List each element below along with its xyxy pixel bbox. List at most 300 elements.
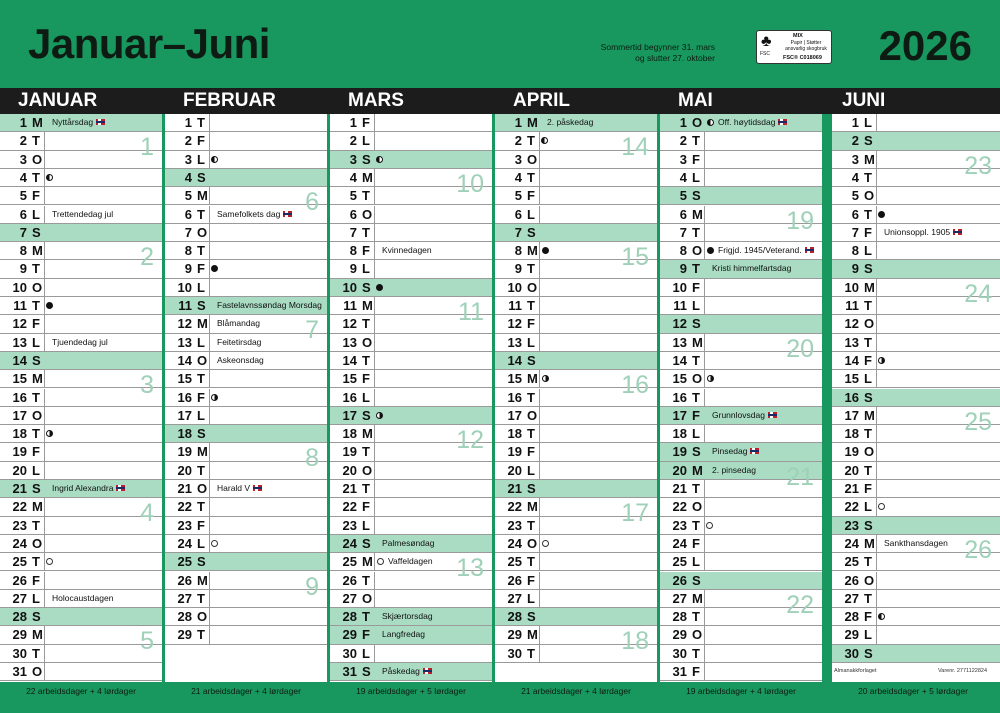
weekday-letter: T: [32, 554, 40, 570]
day-number: 27: [12, 590, 27, 606]
day-row: [495, 535, 657, 553]
norwegian-flag-icon: [750, 448, 759, 454]
fsc-mix: MIX: [793, 33, 803, 39]
weekday-letter: S: [864, 261, 873, 277]
week-number: 26: [964, 535, 992, 564]
day-row: [495, 443, 657, 461]
day-number: 5: [514, 188, 522, 204]
month-name-mai: MAI: [678, 90, 713, 111]
weekday-letter: O: [197, 352, 208, 368]
day-number: 23: [12, 517, 27, 533]
day-separator: [876, 608, 877, 625]
day-separator: [44, 443, 45, 460]
day-number: 28: [507, 609, 522, 625]
weekday-letter: O: [527, 151, 538, 167]
day-separator: [44, 517, 45, 534]
norwegian-flag-icon: [96, 119, 105, 125]
day-row: [660, 297, 822, 315]
weekday-letter: T: [197, 590, 205, 606]
holiday-label: Harald V: [217, 483, 251, 493]
holiday-name: [388, 553, 433, 570]
day-separator: [374, 572, 375, 589]
day-number: 2: [851, 133, 859, 149]
weekday-letter: T: [362, 224, 370, 240]
day-separator: [876, 206, 877, 223]
weekday-letter: F: [362, 499, 370, 515]
day-row: [832, 626, 1000, 644]
day-separator: [209, 206, 210, 223]
day-separator: [876, 370, 877, 387]
weekday-letter: L: [362, 389, 370, 405]
day-row: [495, 572, 657, 590]
day-row: [660, 279, 822, 297]
day-row: [330, 114, 492, 132]
day-number: 2: [514, 133, 522, 149]
day-number: 9: [184, 261, 192, 277]
day-number: 12: [342, 316, 357, 332]
weekday-letter: T: [864, 590, 872, 606]
day-number: 26: [177, 572, 192, 588]
day-separator: [209, 517, 210, 534]
day-row: [495, 352, 657, 370]
weekday-letter: T: [197, 206, 205, 222]
weekday-letter: T: [692, 133, 700, 149]
day-number: 29: [177, 627, 192, 643]
day-separator: [539, 535, 540, 552]
day-separator: [539, 590, 540, 607]
day-row: [330, 242, 492, 260]
day-row: [495, 224, 657, 242]
weekday-letter: S: [197, 298, 206, 313]
weekday-letter: T: [864, 334, 872, 350]
day-separator: [209, 407, 210, 424]
weekday-letter: S: [692, 188, 701, 204]
week-number: 9: [305, 572, 319, 601]
holiday-name: [52, 114, 105, 131]
weekday-letter: T: [527, 389, 535, 405]
page-title: Januar–Juni: [28, 20, 270, 67]
day-number: 21: [507, 481, 522, 496]
weekday-letter: T: [864, 462, 872, 478]
first-quarter-icon: [376, 412, 383, 419]
day-number: 29: [12, 627, 27, 643]
day-number: 6: [679, 206, 687, 222]
day-number: 1: [349, 115, 357, 130]
day-number: 19: [177, 444, 192, 460]
day-separator: [44, 151, 45, 168]
day-separator: [704, 169, 705, 186]
weekday-letter: M: [692, 206, 703, 222]
day-number: 14: [507, 352, 522, 368]
day-number: 19: [844, 444, 859, 460]
holiday-name: [712, 260, 791, 277]
weekday-letter: O: [527, 279, 538, 295]
weekday-letter: F: [527, 572, 535, 588]
day-separator: [374, 645, 375, 662]
day-separator: [44, 645, 45, 662]
day-row: [495, 297, 657, 315]
weekday-letter: O: [362, 590, 373, 606]
day-number: 17: [507, 407, 522, 423]
day-separator: [704, 498, 705, 515]
day-number: 28: [844, 609, 859, 625]
weekday-letter: T: [32, 169, 40, 185]
holiday-name: [382, 608, 433, 625]
weekday-letter: F: [32, 316, 40, 332]
day-number: 10: [672, 279, 687, 295]
day-number: 7: [349, 224, 357, 240]
day-row: [0, 462, 162, 480]
weekday-letter: T: [32, 517, 40, 533]
holiday-label: 2. pinsedag: [712, 464, 756, 475]
day-separator: [374, 187, 375, 204]
day-row: [165, 407, 327, 425]
holiday-name: [718, 114, 787, 131]
day-number: 5: [349, 188, 357, 204]
day-number: 16: [844, 389, 859, 405]
weekday-letter: M: [362, 554, 373, 570]
day-separator: [209, 608, 210, 625]
day-separator: [374, 480, 375, 497]
weekday-letter: T: [527, 554, 535, 570]
weekday-letter: S: [197, 554, 206, 570]
weekday-letter: F: [32, 572, 40, 588]
weekday-letter: T: [864, 298, 872, 313]
weekday-letter: F: [362, 243, 370, 259]
footer-juni: 20 arbeidsdager + 5 lørdager: [858, 686, 968, 696]
day-row: [660, 169, 822, 187]
day-separator: [44, 169, 45, 186]
day-separator: [209, 462, 210, 479]
weekday-letter: O: [197, 224, 208, 240]
weekday-letter: L: [692, 554, 700, 570]
day-separator: [209, 151, 210, 168]
day-separator: [876, 572, 877, 589]
day-number: 15: [672, 371, 687, 387]
day-separator: [44, 260, 45, 277]
weekday-letter: T: [692, 352, 700, 368]
last-quarter-icon: [376, 156, 383, 163]
day-separator: [539, 334, 540, 351]
holiday-label: Pinsedag: [712, 446, 748, 457]
day-number: 27: [177, 590, 192, 606]
day-separator: [876, 352, 877, 369]
day-separator: [704, 389, 705, 406]
new-moon-icon: [376, 284, 383, 291]
day-row: [330, 498, 492, 516]
day-separator: [539, 132, 540, 149]
day-separator: [44, 187, 45, 204]
holiday-name: [52, 480, 125, 497]
holiday-name: [52, 590, 113, 607]
weekday-letter: T: [527, 517, 535, 533]
weekday-letter: T: [692, 609, 700, 625]
day-row: [0, 443, 162, 461]
footer-februar: 21 arbeidsdager + 4 lørdager: [191, 686, 301, 696]
weekday-letter: L: [692, 298, 700, 313]
day-row: [660, 242, 822, 260]
last-quarter-icon: [878, 613, 885, 620]
weekday-letter: O: [32, 664, 43, 679]
weekday-letter: L: [527, 590, 535, 606]
day-number: 4: [19, 169, 27, 185]
day-number: 21: [844, 481, 859, 496]
day-number: 5: [19, 188, 27, 204]
day-separator: [44, 407, 45, 424]
week-number: 18: [621, 627, 649, 656]
day-separator: [704, 553, 705, 570]
day-number: 19: [342, 444, 357, 460]
day-row: [330, 480, 492, 498]
day-separator: [374, 206, 375, 223]
day-separator: [876, 169, 877, 186]
day-row: [660, 370, 822, 388]
day-row: [330, 590, 492, 608]
day-separator: [374, 224, 375, 241]
weekday-letter: S: [32, 481, 41, 496]
day-separator: [704, 608, 705, 625]
weekday-letter: L: [197, 334, 205, 350]
weekday-letter: L: [32, 206, 40, 222]
weekday-letter: S: [197, 426, 206, 442]
day-separator: [876, 443, 877, 460]
day-separator: [539, 279, 540, 296]
week-number: 19: [786, 206, 814, 235]
weekday-letter: F: [527, 444, 535, 460]
weekday-letter: F: [692, 535, 700, 551]
day-row: [165, 517, 327, 535]
day-separator: [704, 132, 705, 149]
weekday-letter: L: [362, 261, 370, 277]
day-row: [330, 370, 492, 388]
day-row: [660, 187, 822, 205]
weekday-letter: M: [864, 535, 875, 551]
day-separator: [876, 535, 877, 552]
day-row: [832, 498, 1000, 516]
day-number: 23: [844, 517, 859, 533]
fsc-label: FSC: [760, 51, 770, 57]
day-number: 14: [12, 352, 27, 368]
norwegian-flag-icon: [778, 119, 787, 125]
day-separator: [539, 169, 540, 186]
weekday-letter: M: [864, 151, 875, 167]
day-row: [660, 645, 822, 663]
day-row: [165, 279, 327, 297]
day-number: 11: [13, 298, 27, 313]
day-separator: [704, 370, 705, 387]
weekday-letter: S: [692, 572, 701, 588]
day-number: 8: [514, 243, 522, 259]
weekday-letter: T: [32, 426, 40, 442]
new-moon-icon: [46, 302, 53, 309]
day-row: [330, 206, 492, 224]
day-row: [0, 279, 162, 297]
day-separator: [704, 590, 705, 607]
day-separator: [374, 462, 375, 479]
day-row: [165, 626, 327, 644]
weekday-letter: O: [692, 499, 703, 515]
weekday-letter: O: [32, 407, 43, 423]
day-separator: [539, 206, 540, 223]
day-separator: [44, 498, 45, 515]
day-number: 12: [844, 316, 859, 332]
weekday-letter: M: [32, 115, 43, 130]
weekday-letter: O: [692, 243, 703, 259]
day-separator: [704, 242, 705, 259]
day-number: 9: [349, 261, 357, 277]
day-row: [495, 590, 657, 608]
day-number: 13: [177, 334, 192, 350]
day-row: [0, 297, 162, 315]
weekday-letter: O: [362, 462, 373, 478]
weekday-letter: O: [864, 188, 875, 204]
weekday-letter: L: [692, 426, 700, 442]
day-separator: [704, 663, 705, 680]
day-row: [0, 572, 162, 590]
day-separator: [44, 663, 45, 680]
weekday-letter: O: [197, 609, 208, 625]
week-number: 17: [621, 499, 649, 528]
weekday-letter: T: [692, 645, 700, 661]
week-number: 11: [458, 298, 484, 326]
day-row: [660, 572, 822, 590]
day-separator: [539, 443, 540, 460]
new-moon-icon: [707, 247, 714, 254]
holiday-label: Kvinnedagen: [382, 245, 432, 256]
weekday-letter: T: [692, 517, 700, 533]
day-number: 14: [342, 352, 357, 368]
day-number: 28: [12, 609, 27, 625]
last-quarter-icon: [707, 119, 714, 126]
weekday-letter: O: [32, 151, 43, 167]
day-number: 24: [844, 535, 859, 551]
fsc-code: FSC® C018069: [783, 55, 822, 61]
holiday-label: Nyttårsdag: [52, 117, 94, 127]
day-row: [495, 425, 657, 443]
weekday-letter: L: [197, 279, 205, 295]
norwegian-flag-icon: [423, 668, 432, 674]
holiday-label: Feitetirsdag: [217, 336, 262, 347]
day-number: 11: [508, 298, 522, 313]
first-quarter-icon: [211, 394, 218, 401]
day-number: 16: [672, 389, 687, 405]
new-moon-icon: [878, 211, 885, 218]
day-row: [660, 315, 822, 333]
weekday-letter: S: [864, 389, 873, 405]
week-number: 7: [305, 316, 319, 345]
weekday-letter: F: [32, 188, 40, 204]
weekday-letter: O: [32, 535, 43, 551]
weekday-letter: L: [527, 206, 535, 222]
day-separator: [704, 645, 705, 662]
day-separator: [876, 242, 877, 259]
day-number: 6: [514, 206, 522, 222]
day-number: 10: [342, 279, 357, 295]
weekday-letter: L: [362, 645, 370, 661]
day-row: [165, 260, 327, 278]
holiday-label: Frigjd. 1945/Veterand.: [718, 245, 802, 256]
day-number: 18: [342, 426, 357, 442]
full-moon-icon: [211, 540, 218, 547]
day-row: [495, 279, 657, 297]
day-separator: [209, 334, 210, 351]
weekday-letter: F: [692, 279, 700, 295]
weekday-letter: L: [32, 590, 40, 606]
day-number: 28: [672, 609, 687, 625]
day-number: 18: [672, 426, 687, 442]
last-quarter-icon: [46, 174, 53, 181]
day-number: 7: [514, 224, 522, 240]
day-number: 18: [844, 426, 859, 442]
month-header-bar: [0, 88, 1000, 114]
day-number: 23: [342, 517, 357, 533]
holiday-name: [217, 480, 262, 497]
day-separator: [539, 260, 540, 277]
day-number: 31: [12, 664, 27, 679]
day-row: [495, 315, 657, 333]
weekday-letter: L: [692, 169, 700, 185]
day-number: 30: [342, 645, 357, 661]
day-separator: [876, 626, 877, 643]
day-number: 20: [507, 462, 522, 478]
day-number: 26: [342, 572, 357, 588]
day-number: 16: [177, 389, 192, 405]
day-row: [330, 663, 492, 681]
holiday-name: [52, 334, 108, 351]
day-separator: [374, 553, 375, 570]
day-separator: [876, 498, 877, 515]
weekday-letter: S: [32, 352, 41, 368]
day-number: 30: [12, 645, 27, 661]
weekday-letter: L: [32, 334, 40, 350]
day-separator: [209, 132, 210, 149]
day-row: [495, 407, 657, 425]
day-number: 5: [184, 188, 192, 204]
month-name-mars: MARS: [348, 90, 404, 111]
day-number: 10: [177, 279, 192, 295]
day-number: 18: [12, 426, 27, 442]
day-number: 23: [672, 517, 687, 533]
day-number: 27: [844, 590, 859, 606]
day-separator: [704, 517, 705, 534]
day-separator: [44, 297, 45, 314]
day-row: [660, 389, 822, 407]
norwegian-flag-icon: [768, 412, 777, 418]
week-number: 10: [456, 169, 484, 198]
day-row: [165, 132, 327, 150]
weekday-letter: F: [197, 261, 205, 277]
weekday-letter: M: [197, 188, 208, 204]
weekday-letter: F: [197, 133, 205, 149]
day-number: 17: [342, 407, 357, 423]
day-number: 6: [851, 206, 859, 222]
day-row: [832, 334, 1000, 352]
day-separator: [539, 407, 540, 424]
item-number-note: Varenr. 2771122824: [938, 668, 988, 674]
footer-januar: 22 arbeidsdager + 4 lørdager: [26, 686, 136, 696]
day-number: 6: [349, 206, 357, 222]
day-number: 2: [679, 133, 687, 149]
day-row: [660, 498, 822, 516]
day-separator: [374, 498, 375, 515]
day-row: [495, 553, 657, 571]
holiday-name: [712, 407, 777, 424]
day-number: 2: [184, 133, 192, 149]
day-separator: [876, 297, 877, 314]
day-number: 31: [342, 664, 357, 679]
weekday-letter: O: [32, 279, 43, 295]
day-separator: [209, 572, 210, 589]
